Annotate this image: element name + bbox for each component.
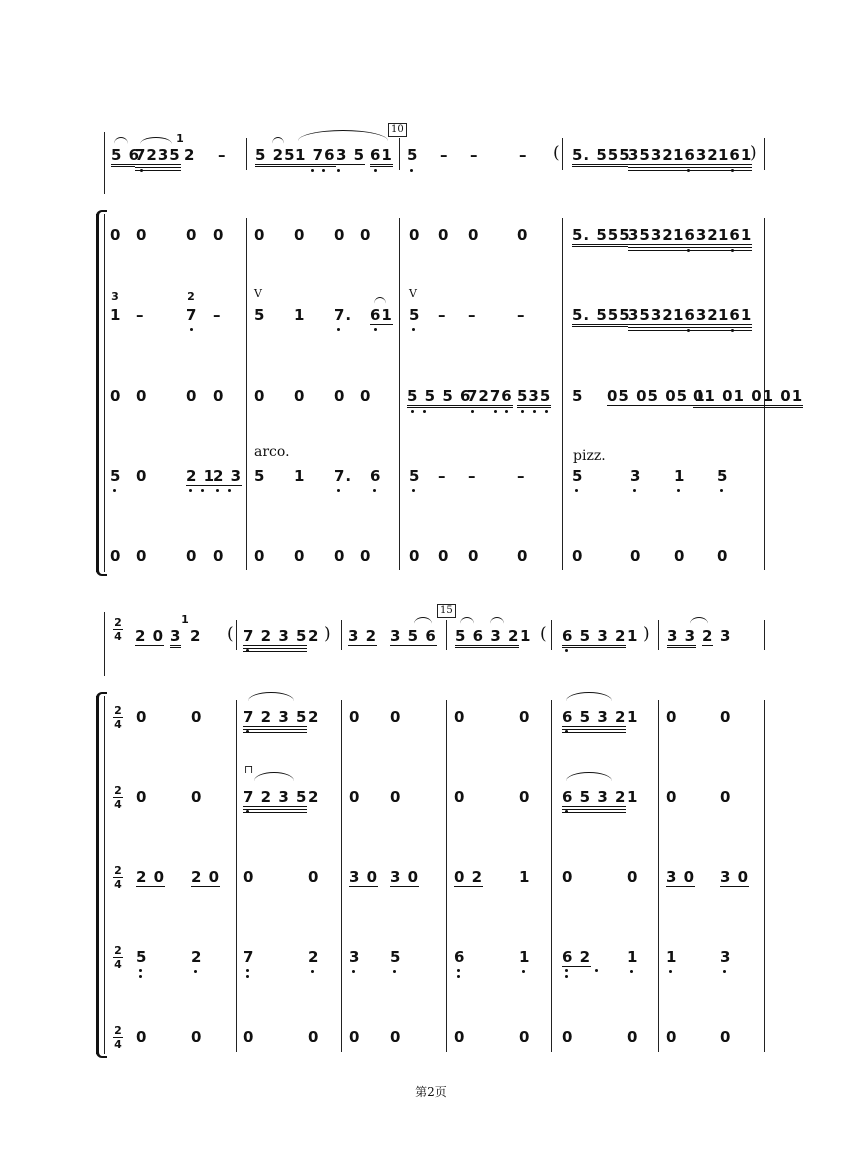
dot	[494, 410, 497, 413]
note-group: 0 2	[454, 868, 484, 886]
rest: 0	[213, 387, 225, 405]
rest: 0	[334, 226, 346, 244]
note-group: 3532	[628, 146, 674, 164]
paren-close: )	[324, 624, 331, 644]
note: 2	[308, 708, 320, 726]
note-group: 3532	[628, 226, 674, 244]
rest: 0	[191, 788, 203, 806]
note-group: 7276	[467, 387, 513, 408]
dot	[565, 649, 568, 652]
barline	[551, 700, 552, 1052]
rest: 0	[186, 226, 198, 244]
dot	[565, 810, 568, 813]
note-group: 6 2	[562, 948, 592, 966]
rest: 0	[630, 547, 642, 565]
barline	[446, 700, 447, 1052]
note: 3	[720, 627, 732, 645]
barline	[246, 138, 247, 170]
slur	[566, 692, 612, 701]
rest: 0	[308, 1028, 320, 1046]
note-group: 1632	[673, 306, 719, 324]
note: 1	[294, 467, 306, 485]
note: 5	[572, 467, 584, 485]
dot	[533, 410, 536, 413]
dot	[575, 489, 578, 492]
note-group: 3 0	[390, 868, 420, 886]
rest: 0	[308, 868, 320, 886]
time-signature: 2 4	[114, 1024, 122, 1051]
chord-upper: 3	[111, 290, 119, 303]
note-group: 6 5 3 2	[562, 627, 626, 648]
note-group: 7 2 3 5	[243, 708, 308, 726]
dash: –	[438, 467, 447, 485]
note-group: 3 5	[336, 146, 366, 164]
rest: 0	[254, 387, 266, 405]
note-group: 535	[517, 387, 551, 408]
note: 3	[349, 948, 361, 966]
barline	[236, 620, 237, 650]
note: 5	[254, 306, 266, 324]
dot	[630, 970, 633, 973]
rest: 0	[454, 788, 466, 806]
dash: –	[519, 146, 528, 164]
note-group: 7 2 3 5	[243, 788, 308, 806]
dot	[311, 169, 314, 172]
note: 5	[136, 948, 148, 966]
dot	[374, 169, 377, 172]
dot	[374, 328, 377, 331]
dot	[457, 975, 460, 978]
paren-open: (	[227, 624, 234, 644]
note-group: 5 6	[111, 146, 140, 167]
dot	[595, 969, 598, 972]
note: 7	[186, 306, 198, 324]
rest: 0	[186, 547, 198, 565]
note-group: 5. 555	[572, 146, 631, 167]
note-group: 2 3	[213, 467, 243, 485]
note-group: 5. 555	[572, 306, 631, 327]
paren-open: (	[553, 143, 560, 163]
slur	[272, 137, 284, 144]
rest: 0	[517, 547, 529, 565]
dot	[201, 489, 204, 492]
rest: 0	[136, 1028, 148, 1046]
rest: 0	[243, 868, 255, 886]
rest: 0	[349, 788, 361, 806]
note-group: 3 5 6	[390, 627, 437, 645]
dot	[410, 169, 413, 172]
paren-close: )	[643, 624, 650, 644]
slur	[114, 137, 128, 144]
dot	[687, 169, 690, 172]
dot	[565, 730, 568, 733]
rest: 0	[720, 708, 732, 726]
slur	[254, 772, 294, 781]
rest: 0	[666, 788, 678, 806]
note: 5	[572, 387, 584, 405]
rest: 0	[213, 226, 225, 244]
slur	[490, 617, 504, 624]
note-group: 2 0	[191, 868, 221, 886]
note: 1	[519, 868, 531, 886]
rehearsal-mark: 15	[437, 604, 456, 618]
system1-group-line	[104, 214, 105, 572]
slur	[248, 692, 294, 701]
paren-close: )	[750, 143, 757, 163]
note-group: 2 0	[135, 627, 165, 645]
barline	[658, 620, 659, 650]
rest: 0	[349, 708, 361, 726]
note-group: 61	[370, 306, 393, 324]
note: 6	[454, 948, 466, 966]
rest: 0	[294, 547, 306, 565]
grace-note: 1	[181, 613, 189, 626]
note: 5	[407, 146, 419, 164]
rest: 0	[334, 387, 346, 405]
dot	[246, 730, 249, 733]
note-group: 61	[370, 146, 393, 167]
dash: –	[517, 467, 526, 485]
note-group: 7 2 3 5	[243, 627, 308, 645]
note: 1	[627, 708, 639, 726]
rest: 0	[136, 387, 148, 405]
rest: 0	[409, 547, 421, 565]
note-group: 3532	[628, 306, 674, 324]
barline	[236, 700, 237, 1052]
dot	[521, 410, 524, 413]
rest: 0	[720, 1028, 732, 1046]
note-group: 5 6 3 2	[455, 627, 519, 648]
system2-group-line	[104, 696, 105, 1054]
dot	[677, 489, 680, 492]
dot	[373, 489, 376, 492]
note-group: 2	[702, 627, 714, 645]
note: 5	[717, 467, 729, 485]
rehearsal-mark: 10	[388, 123, 407, 137]
arco-marking: arco.	[254, 444, 290, 460]
dash: –	[517, 306, 526, 324]
dot	[505, 410, 508, 413]
rest: 0	[243, 1028, 255, 1046]
note: 5	[254, 467, 266, 485]
note-group: 5 25	[255, 146, 296, 167]
rest: 0	[438, 226, 450, 244]
note: 5	[409, 467, 421, 485]
rest: 0	[191, 708, 203, 726]
dot	[140, 169, 143, 172]
note: 1	[627, 948, 639, 966]
rest: 0	[468, 226, 480, 244]
note-group: 1 76	[295, 146, 336, 167]
dot	[731, 329, 734, 332]
time-signature: 2 4	[114, 944, 122, 971]
rest: 0	[572, 547, 584, 565]
dot	[565, 975, 568, 978]
note-group: 1632	[673, 226, 719, 244]
time-signature: 2 4	[114, 784, 122, 811]
rest: 0	[438, 547, 450, 565]
dash: –	[440, 146, 449, 164]
barline	[562, 138, 563, 170]
note-group: 3	[170, 627, 181, 648]
note-group: 3 0	[720, 868, 750, 886]
barline	[399, 218, 400, 570]
dot	[337, 489, 340, 492]
dot	[723, 970, 726, 973]
barline	[562, 218, 563, 570]
note: 1	[666, 948, 678, 966]
dot	[113, 489, 116, 492]
slur	[566, 772, 612, 781]
pizz-marking: pizz.	[573, 448, 606, 464]
note-group: 3 2	[348, 627, 378, 645]
barline	[764, 620, 765, 650]
dot	[731, 169, 734, 172]
rest: 0	[666, 708, 678, 726]
note: 2	[190, 627, 202, 645]
barline	[399, 138, 400, 170]
system2-left-line	[104, 612, 105, 676]
dot	[412, 489, 415, 492]
rest: 0	[186, 387, 198, 405]
note-group: 05 05 05 1	[607, 387, 706, 405]
rest: 0	[254, 547, 266, 565]
grace-note: 1	[176, 132, 184, 145]
slur	[374, 297, 386, 304]
note-group: 2 0	[136, 868, 166, 886]
note-group: 6 5 3 2	[562, 708, 627, 726]
dot	[669, 970, 672, 973]
rest: 0	[562, 1028, 574, 1046]
dot	[720, 489, 723, 492]
slur	[140, 137, 172, 144]
dot	[322, 169, 325, 172]
barline	[341, 620, 342, 650]
rest: 0	[110, 547, 122, 565]
note-group: 3 0	[349, 868, 379, 886]
note: 1	[519, 948, 531, 966]
note: 1	[294, 306, 306, 324]
note-group: 5. 555	[572, 226, 631, 247]
dot	[687, 329, 690, 332]
note-group: 161	[718, 146, 753, 164]
note-group: 2 1	[186, 467, 216, 485]
system1-left-line	[104, 132, 105, 194]
rest: 0	[519, 1028, 531, 1046]
barline	[341, 700, 342, 1052]
time-signature: 2 4	[114, 864, 122, 891]
note-group: 01 01 01 01	[693, 387, 803, 408]
rest: 0	[213, 547, 225, 565]
dot	[139, 969, 142, 972]
barline	[446, 620, 447, 650]
note: 7.	[334, 306, 353, 324]
dot	[194, 970, 197, 973]
dot	[246, 649, 249, 652]
dot	[633, 489, 636, 492]
dot	[246, 969, 249, 972]
note: 7.	[334, 467, 353, 485]
rest: 0	[136, 547, 148, 565]
note: 1	[520, 627, 532, 645]
rest: 0	[136, 467, 148, 485]
chord-upper: 2	[187, 290, 195, 303]
dot	[565, 969, 568, 972]
dot	[423, 410, 426, 413]
time-signature: 2 4	[114, 704, 122, 731]
barline	[246, 218, 247, 570]
rest: 0	[360, 226, 372, 244]
dash: –	[218, 146, 227, 164]
rest: 0	[136, 708, 148, 726]
rest: 0	[468, 547, 480, 565]
note: 2	[184, 146, 196, 164]
dot	[522, 970, 525, 973]
bowing-mark: V	[409, 287, 417, 300]
note-group: 1632	[673, 146, 719, 164]
dot	[393, 970, 396, 973]
rest: 0	[627, 1028, 639, 1046]
dot	[471, 410, 474, 413]
dot	[246, 810, 249, 813]
dot	[190, 328, 193, 331]
dot	[189, 489, 192, 492]
note: 2	[308, 948, 320, 966]
note-group: 6 5 3 2	[562, 788, 627, 806]
rest: 0	[627, 868, 639, 886]
bowing-mark: V	[254, 287, 262, 300]
rest: 0	[519, 708, 531, 726]
slur	[690, 617, 708, 624]
note-group: 5 5 5 6	[407, 387, 471, 408]
rest: 0	[454, 708, 466, 726]
rest: 0	[294, 226, 306, 244]
time-signature: 2 4	[114, 616, 122, 643]
rest: 0	[674, 547, 686, 565]
dash: –	[213, 306, 222, 324]
bowing-mark: ⊓	[244, 763, 254, 776]
rest: 0	[360, 387, 372, 405]
note: 1	[627, 627, 639, 645]
note: 2	[308, 788, 320, 806]
dash: –	[438, 306, 447, 324]
dash: –	[136, 306, 145, 324]
rest: 0	[191, 1028, 203, 1046]
dot	[228, 489, 231, 492]
dot	[139, 975, 142, 978]
rest: 0	[294, 387, 306, 405]
barline	[764, 138, 765, 170]
note: 5	[110, 467, 122, 485]
dot	[216, 489, 219, 492]
rest: 0	[409, 226, 421, 244]
rest: 0	[136, 226, 148, 244]
rest: 0	[349, 1028, 361, 1046]
rest: 0	[110, 387, 122, 405]
dot	[352, 970, 355, 973]
page-number: 第2页	[415, 1085, 447, 1099]
barline	[658, 700, 659, 1052]
note: 5	[390, 948, 402, 966]
rest: 0	[454, 1028, 466, 1046]
dot	[545, 410, 548, 413]
rest: 0	[334, 547, 346, 565]
dash: –	[470, 146, 479, 164]
note-group: 3 3	[667, 627, 696, 648]
note-group: 3 0	[666, 868, 696, 886]
dot	[687, 249, 690, 252]
paren-open: (	[540, 624, 547, 644]
note: 3	[720, 948, 732, 966]
rest: 0	[717, 547, 729, 565]
dot	[337, 328, 340, 331]
dot	[457, 969, 460, 972]
rest: 0	[517, 226, 529, 244]
barline	[764, 700, 765, 1052]
rest: 0	[360, 547, 372, 565]
note: 7	[243, 948, 255, 966]
barline	[551, 620, 552, 650]
dot	[411, 410, 414, 413]
slur	[298, 130, 388, 141]
slur	[414, 617, 432, 624]
rest: 0	[136, 788, 148, 806]
note-group: 7235	[135, 146, 181, 164]
note: 1	[110, 306, 122, 324]
dot	[731, 249, 734, 252]
dot	[337, 169, 340, 172]
rest: 0	[720, 788, 732, 806]
dot	[246, 975, 249, 978]
rest: 0	[390, 1028, 402, 1046]
note: 1	[627, 788, 639, 806]
note-group: 161	[718, 226, 753, 244]
dash: –	[468, 306, 477, 324]
note: 3	[630, 467, 642, 485]
note: 6	[370, 467, 382, 485]
note: 2	[191, 948, 203, 966]
note: 5	[409, 306, 421, 324]
note: 2	[308, 627, 320, 645]
dot	[412, 328, 415, 331]
slur	[460, 617, 474, 624]
rest: 0	[390, 788, 402, 806]
rest: 0	[390, 708, 402, 726]
rest: 0	[110, 226, 122, 244]
rest: 0	[562, 868, 574, 886]
rest: 0	[519, 788, 531, 806]
rest: 0	[254, 226, 266, 244]
dash: –	[468, 467, 477, 485]
dot	[311, 970, 314, 973]
note: 1	[674, 467, 686, 485]
note-group: 161	[718, 306, 753, 324]
rest: 0	[666, 1028, 678, 1046]
